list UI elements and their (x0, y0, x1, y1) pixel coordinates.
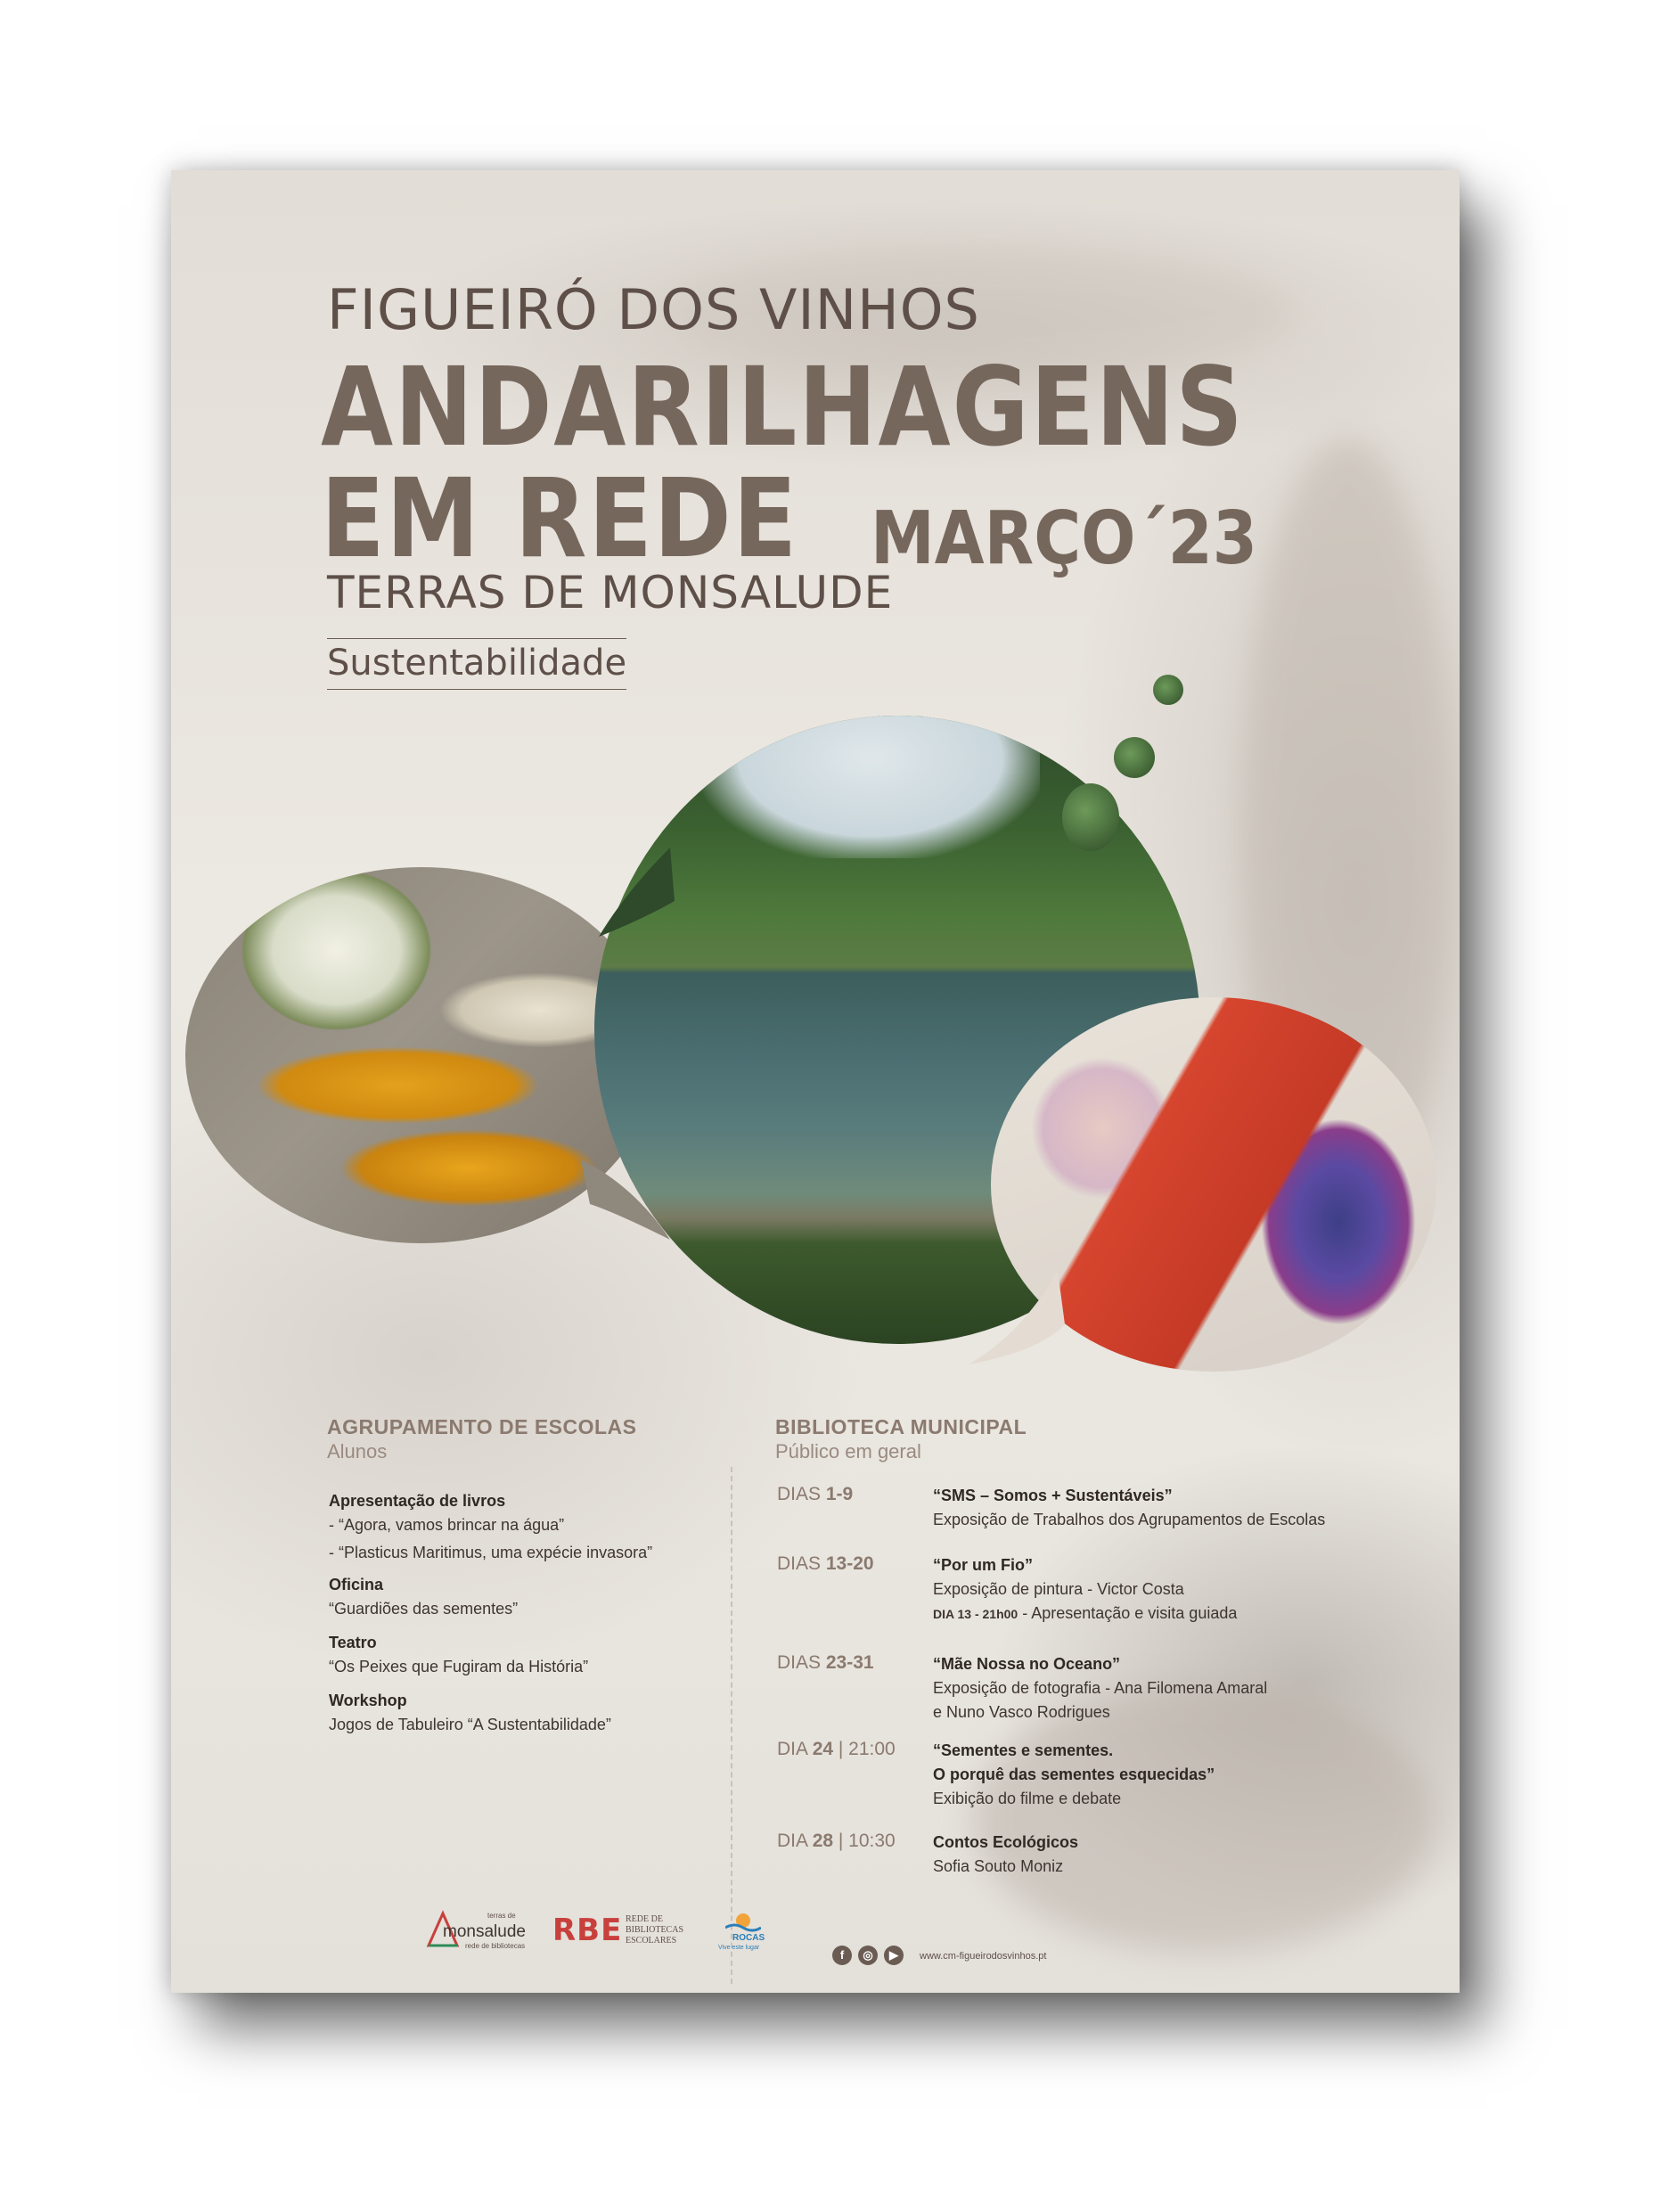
event-date-prefix: DIA (777, 1831, 813, 1851)
event-date-num: 28 (812, 1831, 834, 1851)
rbe-line: REDE DE (626, 1914, 663, 1924)
left-column-heading: AGRUPAMENTO DE ESCOLAS (327, 1415, 637, 1438)
left-item (329, 1573, 518, 1621)
left-item-title: Teatro (329, 1634, 377, 1651)
event-title: Contos Ecológicos (933, 1833, 1079, 1851)
event-date: MARÇO´23 (871, 496, 1258, 581)
event-line: Sofia Souto Moniz (933, 1857, 1064, 1875)
rbe-line: BIBLIOTECAS (626, 1925, 683, 1935)
left-item-line: Jogos de Tabuleiro “A Sustentabilidade” (329, 1716, 611, 1733)
rocas-main: ROCAS (732, 1933, 765, 1943)
event-title: “Sementes e sementes. (933, 1741, 1114, 1759)
event-date-num: 24 (812, 1739, 834, 1759)
event-date-label (777, 1739, 896, 1760)
event-date-label (777, 1831, 896, 1852)
youtube-icon[interactable]: ▶ (884, 1946, 904, 1965)
left-item (329, 1689, 611, 1737)
header-subtitle: TERRAS DE MONSALUDE (327, 567, 894, 619)
rbe-line: ESCOLARES (626, 1936, 677, 1946)
right-column-audience: Público em geral (775, 1440, 921, 1462)
event-line: e Nuno Vasco Rodrigues (933, 1703, 1110, 1721)
thought-dot (1153, 675, 1183, 705)
event-date-prefix: DIAS (777, 1652, 826, 1673)
thought-dot (1114, 737, 1155, 778)
logo-rocas (716, 1906, 779, 1956)
left-item-line: “Guardiões das sementes” (329, 1600, 519, 1618)
event-line: Exposição de pintura - Victor Costa (933, 1580, 1184, 1598)
event-line: Exposição de Trabalhos dos Agrupamentos de Escolas (933, 1511, 1326, 1528)
event-details (933, 1652, 1267, 1725)
event-date-num: 23-31 (825, 1652, 874, 1673)
event-title-cont: O porquê das sementes esquecidas” (933, 1766, 1215, 1783)
monsalude-tag: rede de bibliotecas (465, 1942, 526, 1950)
left-column-audience: Alunos (327, 1440, 388, 1462)
event-line: Exibição do filme e debate (933, 1790, 1122, 1807)
event-date-time: | 21:00 (833, 1739, 896, 1759)
event-date-num: 1-9 (825, 1484, 854, 1504)
event-date-label (777, 1652, 874, 1674)
logo-rbe (552, 1913, 704, 1952)
sun-waves-icon (725, 1906, 761, 1933)
event-line: Exposição de fotografia - Ana Filomena Amaral (933, 1679, 1268, 1697)
event-note-text: - Apresentação e visita guiada (1018, 1604, 1238, 1622)
photo-lake-sky (701, 716, 1040, 858)
header-place: FIGUEIRÓ DOS VINHOS (327, 277, 980, 342)
event-details (933, 1831, 1078, 1879)
left-item-line: “Os Peixes que Fugiram da História” (329, 1658, 589, 1675)
main-title-line2: EM REDE (321, 455, 798, 582)
event-date-prefix: DIAS (777, 1484, 826, 1504)
left-item (329, 1489, 652, 1565)
event-date-num: 13-20 (825, 1553, 874, 1574)
left-item-title: Oficina (329, 1576, 384, 1593)
left-item-title: Workshop (329, 1692, 407, 1709)
poster (171, 170, 1460, 1993)
theme-label (327, 638, 626, 690)
brush-texture (973, 1685, 1436, 1953)
monsalude-main: monsalude (443, 1922, 526, 1941)
event-date-label (777, 1553, 874, 1575)
instagram-icon[interactable]: ◎ (858, 1946, 878, 1965)
monsalude-small: terras de (487, 1912, 516, 1920)
bubble-tail (599, 848, 679, 946)
event-note (933, 1602, 1237, 1626)
event-details (933, 1484, 1325, 1532)
logo-monsalude (425, 1910, 541, 1954)
website-link[interactable]: www.cm-figueirodosvinhos.pt (920, 1951, 1047, 1962)
facebook-icon[interactable]: f (832, 1946, 852, 1965)
event-date-prefix: DIA (777, 1739, 813, 1759)
event-details (933, 1739, 1215, 1811)
thought-dot (1062, 783, 1119, 851)
event-details (933, 1553, 1237, 1626)
left-item-line: - “Agora, vamos brincar na água” (329, 1516, 565, 1534)
theme-text: Sustentabilidade (327, 643, 627, 684)
left-item-title: Apresentação de livros (329, 1492, 506, 1510)
event-title: “Mãe Nossa no Oceano” (933, 1655, 1121, 1673)
rocas-tag: Vive este lugar (718, 1945, 760, 1951)
event-date-time: | 10:30 (833, 1831, 896, 1851)
right-column-heading: BIBLIOTECA MUNICIPAL (775, 1415, 1027, 1438)
event-date-prefix: DIAS (777, 1553, 826, 1574)
event-date-label (777, 1484, 853, 1505)
event-title: “Por um Fio” (933, 1556, 1033, 1574)
bubble-tail (969, 1271, 1067, 1369)
event-title: “SMS – Somos + Sustentáveis” (933, 1487, 1173, 1504)
main-title-line1: ANDARILHAGENS (321, 344, 1245, 471)
event-note-bold: DIA 13 - 21h00 (933, 1607, 1018, 1621)
rbe-mark: RBE (552, 1913, 623, 1948)
left-item-line: - “Plasticus Maritimus, uma expécie invasora” (329, 1544, 653, 1561)
left-item (329, 1631, 588, 1679)
